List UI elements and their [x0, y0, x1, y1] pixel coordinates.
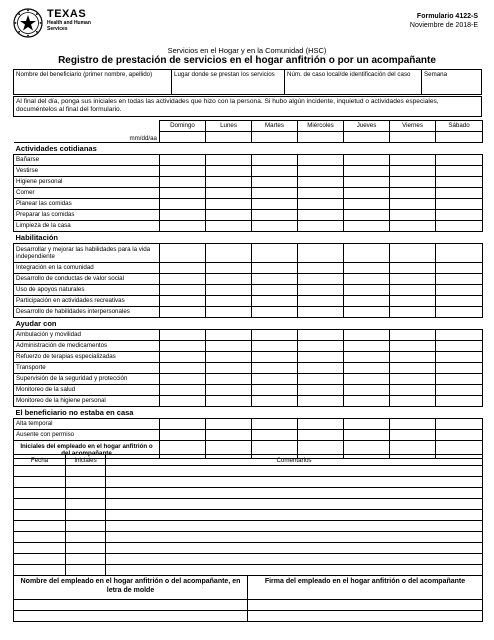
initials-cell[interactable]: [252, 274, 298, 285]
initials-cell[interactable]: [252, 221, 298, 232]
initials-cell[interactable]: [206, 385, 252, 396]
employee-signature-label: Firma del empleado en el hogar anfitrión o del acompañante: [248, 576, 483, 600]
page-subtitle: Servicios en el Hogar y en la Comunidad (HSC): [167, 46, 327, 55]
initials-cell[interactable]: [390, 188, 436, 199]
initials-cell[interactable]: [160, 296, 206, 307]
day-header-1: Lunes: [206, 121, 252, 132]
initials-cell[interactable]: [160, 221, 206, 232]
initials-cell[interactable]: [298, 210, 344, 221]
activity-row: [14, 330, 483, 341]
initials-cell[interactable]: [436, 263, 483, 274]
initials-cell[interactable]: [344, 396, 390, 407]
header-fields: [13, 69, 482, 95]
hhs-logo: [13, 8, 103, 46]
initials-cell[interactable]: [206, 210, 252, 221]
comment-date-cell[interactable]: [14, 499, 66, 510]
initials-cell[interactable]: [160, 188, 206, 199]
place-field[interactable]: [172, 70, 285, 94]
initials-cell[interactable]: [390, 274, 436, 285]
beneficiary-label: Nombre del beneficiario (primer nombre, apellido): [16, 71, 153, 78]
initials-cell[interactable]: [344, 363, 390, 374]
activity-label: Planear las comidas: [14, 199, 160, 210]
section-title: Habilitación: [14, 232, 483, 244]
initials-cell[interactable]: [206, 430, 252, 441]
initials-cell[interactable]: [298, 244, 344, 263]
comment-row: [14, 488, 483, 499]
activities-grid: [13, 120, 483, 459]
initials-cell[interactable]: [390, 374, 436, 385]
initials-cell[interactable]: [390, 263, 436, 274]
comment-date-cell[interactable]: [14, 565, 66, 576]
initials-cell[interactable]: [252, 385, 298, 396]
date-entry-cell[interactable]: [436, 132, 483, 143]
initials-cell[interactable]: [252, 285, 298, 296]
comments-table: [13, 454, 483, 576]
day-header-5: Viernes: [390, 121, 436, 132]
activity-label: Desarrollo de conductas de valor social: [14, 274, 160, 285]
comment-initials-cell[interactable]: [66, 532, 106, 543]
page-title: Registro de prestación de servicios en el hogar anfitrión o por un acompañante: [58, 55, 436, 66]
activity-row: [14, 155, 483, 166]
initials-cell[interactable]: [298, 296, 344, 307]
initials-cell[interactable]: [344, 188, 390, 199]
instructions-box: [13, 96, 482, 117]
week-label: Semana: [424, 71, 448, 78]
initials-cell[interactable]: [344, 341, 390, 352]
activity-row: [14, 341, 483, 352]
initials-cell[interactable]: [160, 307, 206, 318]
initials-cell[interactable]: [160, 419, 206, 430]
activity-label: Administración de medicamentos: [14, 341, 160, 352]
comment-initials-cell[interactable]: [66, 466, 106, 477]
employee-signature-field[interactable]: [248, 600, 483, 611]
activity-row: [14, 210, 483, 221]
comment-text-cell[interactable]: [106, 554, 483, 565]
initials-cell[interactable]: [252, 244, 298, 263]
date-entry-cell[interactable]: [160, 132, 206, 143]
activity-label: Ausente con permiso: [14, 430, 160, 441]
initials-cell[interactable]: [344, 330, 390, 341]
comment-date-cell[interactable]: [14, 466, 66, 477]
comment-date-cell[interactable]: [14, 510, 66, 521]
activity-row: [14, 274, 483, 285]
initials-cell[interactable]: [390, 296, 436, 307]
date-format-cell: mm/dd/aa: [14, 121, 160, 143]
initials-cell[interactable]: [252, 296, 298, 307]
initials-cell[interactable]: [206, 419, 252, 430]
employee-name-label: Nombre del empleado en el hogar anfitrión o del acompañante, en letra de molde: [14, 576, 248, 600]
initials-cell[interactable]: [252, 419, 298, 430]
initials-cell[interactable]: [206, 166, 252, 177]
comment-row: [14, 499, 483, 510]
activity-row: [14, 263, 483, 274]
day-header-4: Jueves: [344, 121, 390, 132]
section-title: Ayudar con: [14, 318, 483, 330]
section-row: [14, 318, 483, 330]
activity-row: [14, 430, 483, 441]
logo-agency-line2: Services: [47, 26, 68, 32]
initials-cell[interactable]: [206, 155, 252, 166]
section-row: [14, 232, 483, 244]
activity-row: [14, 396, 483, 407]
date-entry-cell[interactable]: [344, 132, 390, 143]
comment-row: [14, 543, 483, 554]
initials-cell[interactable]: [436, 396, 483, 407]
activity-label: Supervisión de la seguridad y protección: [14, 374, 160, 385]
initials-cell[interactable]: [344, 221, 390, 232]
day-header-6: Sábado: [436, 121, 483, 132]
initials-cell[interactable]: [344, 263, 390, 274]
activity-label: Transporte: [14, 363, 160, 374]
initials-cell[interactable]: [390, 385, 436, 396]
logo-agency-line1: Health and Human: [47, 20, 91, 26]
initials-cell[interactable]: [252, 330, 298, 341]
initials-cell[interactable]: [390, 307, 436, 318]
activity-label: Comer: [14, 188, 160, 199]
initials-cell[interactable]: [390, 177, 436, 188]
initials-cell[interactable]: [298, 341, 344, 352]
activity-row: [14, 296, 483, 307]
initials-cell[interactable]: [390, 352, 436, 363]
initials-cell[interactable]: [436, 330, 483, 341]
comment-text-cell[interactable]: [106, 565, 483, 576]
initials-cell[interactable]: [436, 199, 483, 210]
comment-initials-cell[interactable]: [66, 565, 106, 576]
activity-label: Bañarse: [14, 155, 160, 166]
day-header-0: Domingo: [160, 121, 206, 132]
place-label: Lugar donde se prestan los servicios: [174, 71, 275, 78]
activity-row: [14, 374, 483, 385]
initials-cell[interactable]: [390, 221, 436, 232]
initials-cell[interactable]: [206, 296, 252, 307]
comment-initials-cell[interactable]: [66, 499, 106, 510]
activity-row: [14, 221, 483, 232]
comment-text-cell[interactable]: [106, 543, 483, 554]
activity-label: Desarrollar y mejorar las habilidades para la vida independiente: [14, 244, 160, 263]
comment-text-cell[interactable]: [106, 532, 483, 543]
comment-initials-cell[interactable]: [66, 543, 106, 554]
initials-cell[interactable]: [390, 285, 436, 296]
section-row: [14, 143, 483, 155]
initials-cell[interactable]: [298, 374, 344, 385]
initials-cell[interactable]: [160, 363, 206, 374]
initials-cell[interactable]: [390, 155, 436, 166]
initials-cell[interactable]: [206, 177, 252, 188]
initials-cell[interactable]: [206, 330, 252, 341]
initials-cell[interactable]: [206, 274, 252, 285]
initials-cell[interactable]: [206, 363, 252, 374]
date-entry-cell[interactable]: [252, 132, 298, 143]
initials-cell[interactable]: [206, 221, 252, 232]
initials-cell[interactable]: [160, 430, 206, 441]
initials-cell[interactable]: [298, 285, 344, 296]
comment-date-cell[interactable]: [14, 532, 66, 543]
initials-cell[interactable]: [344, 385, 390, 396]
initials-cell[interactable]: [344, 274, 390, 285]
day-header-2: Martes: [252, 121, 298, 132]
case-number-field[interactable]: [285, 70, 422, 94]
initials-cell[interactable]: [252, 363, 298, 374]
activity-label: Desarrollo de habilidades interpersonales: [14, 307, 160, 318]
initials-cell[interactable]: [436, 244, 483, 263]
initials-cell[interactable]: [252, 188, 298, 199]
initials-cell[interactable]: [436, 352, 483, 363]
initials-cell[interactable]: [298, 166, 344, 177]
comment-row: [14, 532, 483, 543]
initials-cell[interactable]: [298, 307, 344, 318]
initials-cell[interactable]: [160, 330, 206, 341]
initials-cell[interactable]: [298, 188, 344, 199]
activity-label: Integración en la comunidad: [14, 263, 160, 274]
activity-row: [14, 285, 483, 296]
activity-row: [14, 363, 483, 374]
initials-cell[interactable]: [436, 296, 483, 307]
section-title: El beneficiario no estaba en casa: [14, 407, 483, 419]
initials-cell[interactable]: [436, 374, 483, 385]
comments-date-header: Fecha: [14, 455, 66, 466]
initials-cell[interactable]: [436, 188, 483, 199]
initials-cell[interactable]: [206, 307, 252, 318]
initials-cell[interactable]: [390, 330, 436, 341]
activity-row: [14, 199, 483, 210]
section-row: [14, 407, 483, 419]
section-title: Actividades cotidianas: [14, 143, 483, 155]
initials-cell[interactable]: [298, 363, 344, 374]
comment-row: [14, 466, 483, 477]
initials-cell[interactable]: [298, 274, 344, 285]
initials-cell[interactable]: [206, 199, 252, 210]
initials-cell[interactable]: [160, 374, 206, 385]
signature-table: [13, 575, 483, 622]
activity-label: Monitoreo de la higiene personal: [14, 396, 160, 407]
initials-cell[interactable]: [344, 352, 390, 363]
initials-cell[interactable]: [344, 374, 390, 385]
initials-cell[interactable]: [298, 430, 344, 441]
initials-cell[interactable]: [298, 199, 344, 210]
comment-row: [14, 521, 483, 532]
comments-initials-header: Iniciales: [66, 455, 106, 466]
case-number-label: Núm. de caso local/de identificación del caso: [287, 71, 411, 78]
activity-label: Ambulación y movilidad: [14, 330, 160, 341]
instructions-text: Al final del día, ponga sus iniciales en todas las actividades que hizo con la persona. Si hubo algún incidente, inquietud o actividades especiales, documéntelos al final del formulario.: [16, 98, 439, 113]
initials-cell[interactable]: [252, 430, 298, 441]
logo-text: [47, 8, 91, 32]
activity-row: [14, 352, 483, 363]
initials-cell[interactable]: [160, 285, 206, 296]
initials-cell[interactable]: [436, 155, 483, 166]
initials-cell[interactable]: [160, 210, 206, 221]
texas-seal-icon: [13, 8, 43, 38]
comment-row: [14, 477, 483, 488]
initials-cell[interactable]: [344, 166, 390, 177]
activity-label: Vestirse: [14, 166, 160, 177]
comment-text-cell[interactable]: [106, 488, 483, 499]
comment-date-cell[interactable]: [14, 488, 66, 499]
initials-cell[interactable]: [390, 363, 436, 374]
initials-cell[interactable]: [436, 166, 483, 177]
comment-initials-cell[interactable]: [66, 477, 106, 488]
initials-cell[interactable]: [252, 263, 298, 274]
initials-cell[interactable]: [436, 210, 483, 221]
initials-cell[interactable]: [436, 177, 483, 188]
initials-cell[interactable]: [298, 155, 344, 166]
comment-text-cell[interactable]: [106, 499, 483, 510]
initials-cell[interactable]: [344, 177, 390, 188]
initials-cell[interactable]: [436, 307, 483, 318]
initials-cell[interactable]: [252, 307, 298, 318]
initials-cell[interactable]: [298, 221, 344, 232]
employee-name-field-2[interactable]: [14, 611, 248, 622]
activity-row: [14, 177, 483, 188]
initials-cell[interactable]: [206, 285, 252, 296]
activity-label: Refuerzo de terapias especializadas: [14, 352, 160, 363]
initials-cell[interactable]: [206, 352, 252, 363]
initials-cell[interactable]: [206, 263, 252, 274]
logo-agency-big: TEXAS: [47, 8, 87, 20]
initials-cell[interactable]: [252, 166, 298, 177]
initials-cell[interactable]: [390, 396, 436, 407]
comment-row: [14, 565, 483, 576]
initials-cell[interactable]: [344, 155, 390, 166]
initials-cell[interactable]: [390, 199, 436, 210]
employee-initials-label: Iniciales del empleado en el hogar anfitrión o del acompañante: [14, 441, 160, 459]
initials-cell[interactable]: [344, 199, 390, 210]
initials-cell[interactable]: [436, 430, 483, 441]
activity-label: Alta temporal: [14, 419, 160, 430]
initials-cell[interactable]: [344, 296, 390, 307]
initials-cell[interactable]: [390, 166, 436, 177]
comment-text-cell[interactable]: [106, 521, 483, 532]
initials-cell[interactable]: [344, 210, 390, 221]
initials-cell[interactable]: [436, 363, 483, 374]
initials-cell[interactable]: [206, 244, 252, 263]
initials-cell[interactable]: [298, 396, 344, 407]
initials-cell[interactable]: [160, 352, 206, 363]
activity-row: [14, 385, 483, 396]
comment-date-cell[interactable]: [14, 543, 66, 554]
activity-row: [14, 419, 483, 430]
form-number: Formulario 4122-S: [416, 13, 478, 20]
initials-cell[interactable]: [206, 341, 252, 352]
comment-text-cell[interactable]: [106, 510, 483, 521]
date-entry-cell[interactable]: [298, 132, 344, 143]
initials-cell[interactable]: [390, 341, 436, 352]
activity-row: [14, 244, 483, 263]
initials-cell[interactable]: [344, 307, 390, 318]
comment-date-cell[interactable]: [14, 477, 66, 488]
initials-cell[interactable]: [160, 385, 206, 396]
initials-cell[interactable]: [390, 244, 436, 263]
initials-cell[interactable]: [160, 263, 206, 274]
initials-cell[interactable]: [252, 155, 298, 166]
initials-cell[interactable]: [436, 221, 483, 232]
comment-text-cell[interactable]: [106, 466, 483, 477]
week-field[interactable]: [422, 70, 481, 94]
initials-cell[interactable]: [160, 244, 206, 263]
activity-row: [14, 188, 483, 199]
initials-cell[interactable]: [436, 274, 483, 285]
initials-cell[interactable]: [298, 385, 344, 396]
initials-cell[interactable]: [436, 341, 483, 352]
activity-row: [14, 166, 483, 177]
activity-label: Preparar las comidas: [14, 210, 160, 221]
comment-initials-cell[interactable]: [66, 510, 106, 521]
initials-cell[interactable]: [436, 419, 483, 430]
initials-cell[interactable]: [298, 330, 344, 341]
form-revision-date: Noviembre de 2018-E: [409, 22, 478, 29]
initials-cell[interactable]: [160, 341, 206, 352]
initials-cell[interactable]: [252, 396, 298, 407]
comment-date-cell[interactable]: [14, 554, 66, 565]
day-header-3: Miércoles: [298, 121, 344, 132]
beneficiary-field[interactable]: [14, 70, 172, 94]
initials-cell[interactable]: [252, 352, 298, 363]
activity-label: Limpieza de la casa: [14, 221, 160, 232]
initials-cell[interactable]: [252, 210, 298, 221]
initials-cell[interactable]: [160, 177, 206, 188]
days-header-row: [14, 121, 483, 132]
initials-cell[interactable]: [206, 374, 252, 385]
initials-cell[interactable]: [160, 199, 206, 210]
initials-cell[interactable]: [206, 188, 252, 199]
employee-name-field[interactable]: [14, 600, 248, 611]
activity-row: [14, 307, 483, 318]
comment-initials-cell[interactable]: [66, 488, 106, 499]
employee-signature-field-2[interactable]: [248, 611, 483, 622]
initials-cell[interactable]: [160, 396, 206, 407]
activity-label: Monitoreo de la salud: [14, 385, 160, 396]
initials-cell[interactable]: [252, 341, 298, 352]
initials-cell[interactable]: [160, 166, 206, 177]
comment-initials-cell[interactable]: [66, 554, 106, 565]
initials-cell[interactable]: [344, 419, 390, 430]
initials-cell[interactable]: [252, 177, 298, 188]
comments-header: Comentarios: [106, 455, 483, 466]
initials-cell[interactable]: [298, 419, 344, 430]
initials-cell[interactable]: [344, 430, 390, 441]
initials-cell[interactable]: [160, 155, 206, 166]
initials-cell[interactable]: [436, 385, 483, 396]
comment-row: [14, 554, 483, 565]
initials-cell[interactable]: [298, 352, 344, 363]
date-entry-cell[interactable]: [206, 132, 252, 143]
initials-cell[interactable]: [298, 263, 344, 274]
activity-label: Higiene personal: [14, 177, 160, 188]
comment-row: [14, 510, 483, 521]
initials-cell[interactable]: [436, 285, 483, 296]
comment-initials-cell[interactable]: [66, 521, 106, 532]
form-number-block: [410, 12, 478, 30]
comment-date-cell[interactable]: [14, 521, 66, 532]
initials-cell[interactable]: [390, 419, 436, 430]
activity-label: Uso de apoyos naturales: [14, 285, 160, 296]
initials-cell[interactable]: [390, 430, 436, 441]
initials-cell[interactable]: [390, 210, 436, 221]
initials-cell[interactable]: [252, 199, 298, 210]
initials-cell[interactable]: [298, 177, 344, 188]
activity-label: Participación en actividades recreativas: [14, 296, 160, 307]
initials-cell[interactable]: [252, 374, 298, 385]
initials-cell[interactable]: [344, 244, 390, 263]
initials-cell[interactable]: [344, 285, 390, 296]
comment-text-cell[interactable]: [106, 477, 483, 488]
initials-cell[interactable]: [160, 274, 206, 285]
date-entry-cell[interactable]: [390, 132, 436, 143]
initials-cell[interactable]: [206, 396, 252, 407]
